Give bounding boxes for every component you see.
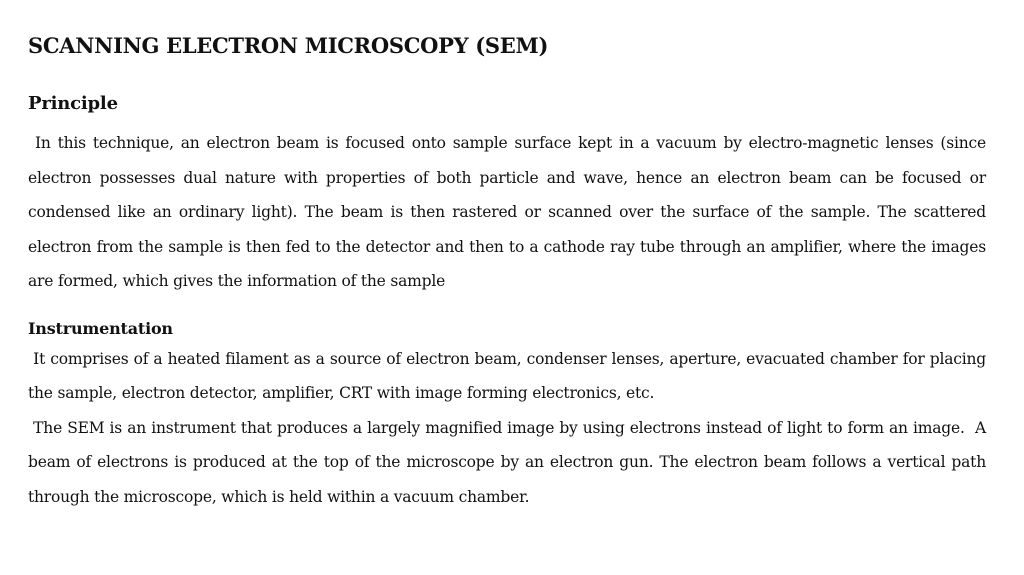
slide-title: SCANNING ELECTRON MICROSCOPY (SEM) [28, 33, 549, 58]
instrumentation-paragraph-1: It comprises of a heated filament as a source of electron beam, condenser lenses, aperture, evacuated chamber for placing the sample, electron detector, amplifier, CRT with image forming electronics, etc. [28, 349, 991, 402]
section-heading-principle: Principle [28, 93, 118, 114]
instrumentation-paragraph-2: The SEM is an instrument that produces a largely magnified image by using electrons instead of light to form an image. A beam of electrons is produced at the top of the microscope by an electron gun. The electron beam follows a vertical path through the microscope, which is held within a vacuum chamber. [28, 418, 991, 506]
section-heading-instrumentation: Instrumentation [28, 318, 173, 338]
principle-paragraph: In this technique, an electron beam is focused onto sample surface kept in a vacuum by electro-magnetic lenses (since electron possesses dual nature with properties of both particle and wave, hence an electron beam can be focused or condensed like an ordinary light). The beam is then rastered or scanned over the surface of the sample. The scattered electron from the sample is then fed to the detector and then to a cathode ray tube through an amplifier, where the images are formed, which gives the information of the sample [28, 134, 991, 290]
